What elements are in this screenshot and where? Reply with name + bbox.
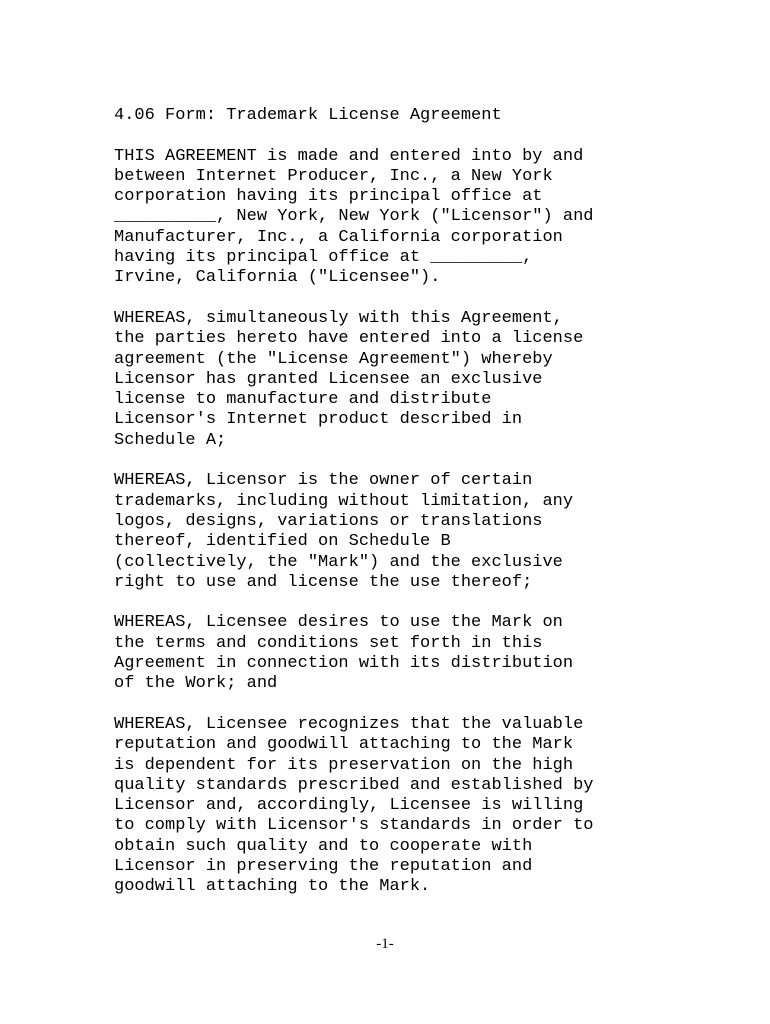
paragraph-line: Agreement in connection with its distribution — [114, 654, 574, 674]
paragraph-line: corporation having its principal office at — [114, 187, 543, 207]
document-body — [114, 106, 674, 898]
paragraph-line: of the Work; and — [114, 674, 278, 694]
paragraph-line: Licensor and, accordingly, Licensee is willing — [114, 796, 584, 816]
paragraph-line: Licensor in preserving the reputation and — [114, 856, 533, 876]
paragraph-line: WHEREAS, simultaneously with this Agreement, — [114, 308, 563, 328]
page-number: -1- — [376, 936, 394, 952]
paragraph — [114, 613, 674, 694]
paragraph-line: thereof, identified on Schedule B — [114, 532, 451, 552]
paragraph — [114, 309, 674, 451]
document-title: 4.06 Form: Trademark License Agreement — [114, 106, 502, 125]
paragraph-line: Licensor has granted Licensee an exclusive — [114, 369, 543, 389]
paragraph-line: license to manufacture and distribute — [114, 390, 492, 410]
paragraph-line: the parties hereto have entered into a license — [114, 329, 584, 349]
paragraph-line: (collectively, the "Mark") and the exclusive — [114, 552, 563, 572]
paragraph — [114, 147, 674, 289]
paragraph-line: goodwill attaching to the Mark. — [114, 877, 431, 897]
paragraph-line: reputation and goodwill attaching to the Mark — [114, 735, 574, 755]
paragraph-line: is dependent for its preservation on the high — [114, 755, 574, 775]
paragraph-line: trademarks, including without limitation, any — [114, 491, 574, 511]
paragraph-line: right to use and license the use thereof; — [114, 572, 533, 592]
paragraph-line: THIS AGREEMENT is made and entered into by and — [114, 146, 584, 166]
paragraph-line: Schedule A; — [114, 430, 227, 450]
paragraph-line: obtain such quality and to cooperate with — [114, 836, 533, 856]
paragraph-line: the terms and conditions set forth in this — [114, 633, 543, 653]
paragraph-list — [114, 147, 674, 898]
paragraph-line: having its principal office at _________, — [114, 248, 533, 268]
paragraph-line: between Internet Producer, Inc., a New York — [114, 166, 553, 186]
paragraph-line: WHEREAS, Licensee recognizes that the valuable — [114, 714, 584, 734]
paragraph — [114, 715, 674, 898]
paragraph-line: Licensor's Internet product described in — [114, 410, 523, 430]
paragraph-line: __________, New York, New York ("Licensor") and — [114, 207, 594, 227]
paragraph-line: agreement (the "License Agreement") whereby — [114, 349, 553, 369]
paragraph-line: to comply with Licensor's standards in order to — [114, 816, 594, 836]
paragraph — [114, 471, 674, 593]
paragraph-line: logos, designs, variations or translations — [114, 511, 543, 531]
paragraph-line: WHEREAS, Licensor is the owner of certain — [114, 471, 533, 491]
paragraph-line: quality standards prescribed and established by — [114, 775, 594, 795]
paragraph-line: Manufacturer, Inc., a California corporation — [114, 227, 563, 247]
paragraph-line: WHEREAS, Licensee desires to use the Mark on — [114, 613, 563, 633]
paragraph-line: Irvine, California ("Licensee"). — [114, 268, 441, 288]
